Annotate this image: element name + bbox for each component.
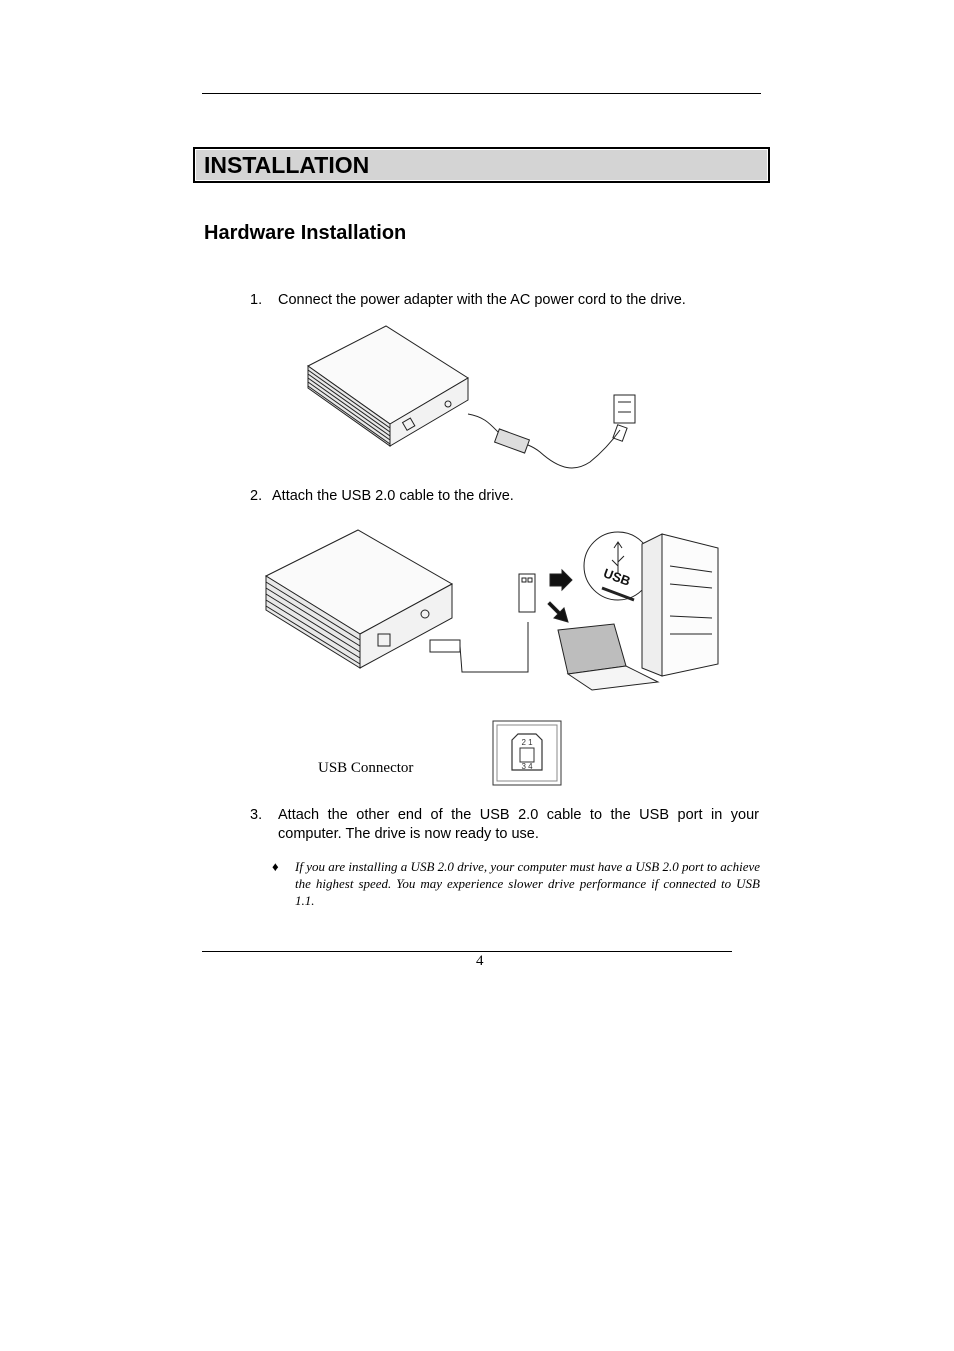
connector-caption: USB Connector	[318, 760, 414, 776]
header-rule	[202, 93, 761, 94]
connector-pins-bottom: 3 4	[521, 762, 533, 771]
step-number: 3.	[250, 807, 263, 823]
note-text: If you are installing a USB 2.0 drive, your computer must have a USB 2.0 port to achieve the highest speed. You may experience slower drive performance if connected to USB 1.1.	[295, 859, 760, 908]
usb-cable-illustration	[262, 526, 730, 694]
step-number: 1.	[250, 292, 263, 308]
step-text: Connect the power adapter with the AC power cord to the drive.	[278, 292, 686, 308]
page-number: 4	[476, 953, 484, 969]
usb-port-label: USB	[601, 565, 633, 589]
power-adapter-illustration	[300, 322, 645, 484]
connector-pins-top: 2 1	[521, 738, 533, 747]
footer-rule	[202, 951, 732, 952]
section-title: INSTALLATION	[204, 152, 370, 178]
step-text: Attach the USB 2.0 cable to the drive.	[272, 488, 514, 504]
section-header	[193, 147, 770, 183]
subsection-title: Hardware Installation	[204, 222, 407, 244]
step-number: 2.	[250, 488, 263, 504]
step-text: Attach the other end of the USB 2.0 cable to the USB port in your computer. The drive is now ready to use.	[278, 807, 759, 842]
diamond-bullet-icon: ♦	[272, 859, 279, 874]
usb-connector-icon	[492, 720, 562, 786]
